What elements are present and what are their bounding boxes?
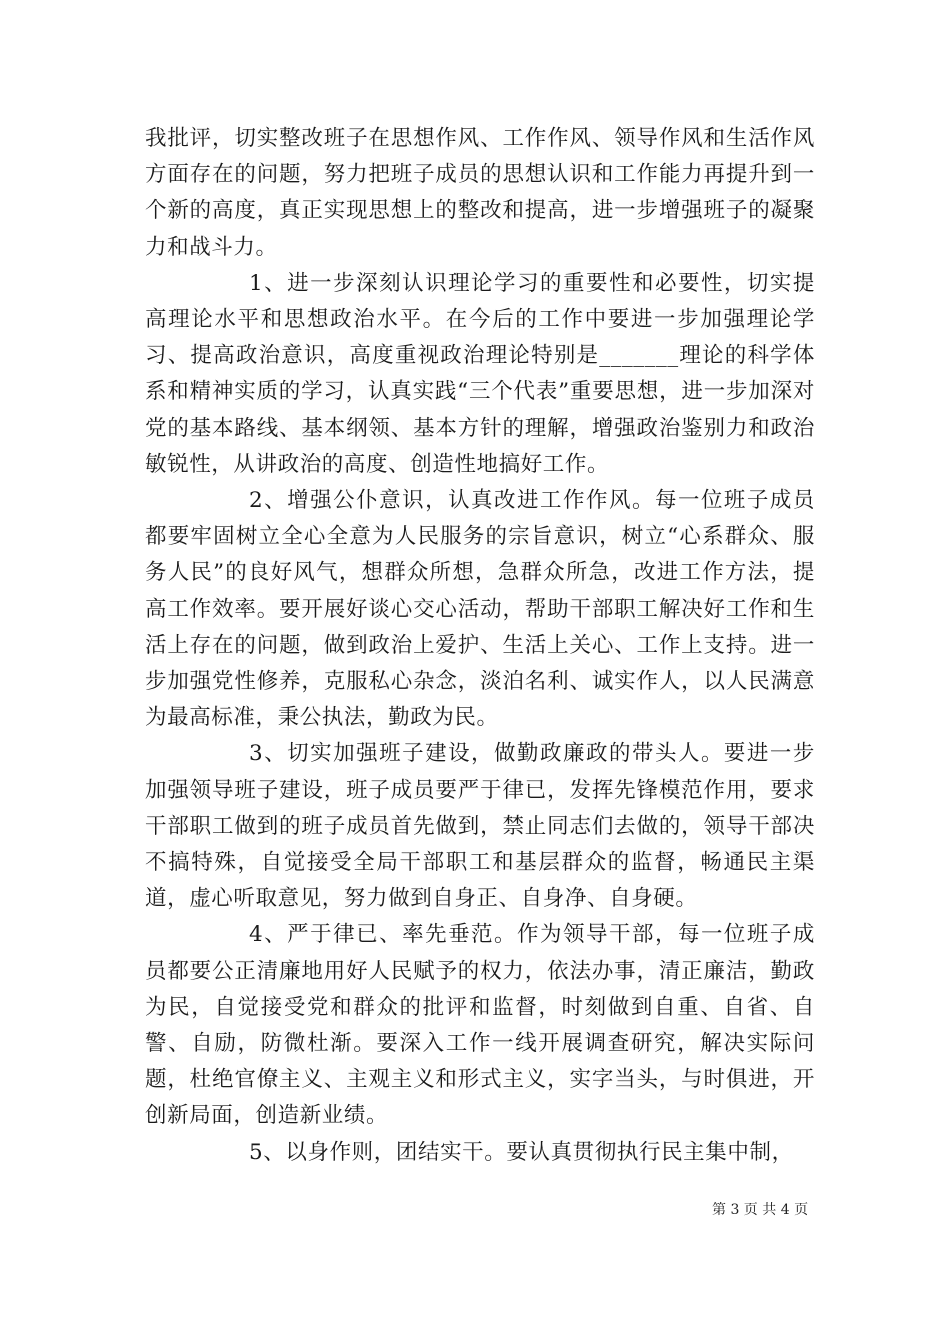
paragraph-item-1: 1、进一步深刻认识理论学习的重要性和必要性，切实提高理论水平和思想政治水平。在今后的工作中要进一步加强理论学习、提高政治意识，高度重视政治理论特别是_______理论的科学体系和精神实质的学习，认真实践“三个代表”重要思想，进一步加深对党的基本路线、基本纲领、基本方针的理解，增强政治鉴别力和政治敏锐性，从讲政治的高度、创造性地搞好工作。 [145, 270, 815, 477]
paragraph-item-4: 4、严于律已、率先垂范。作为领导干部，每一位班子成员都要公正清廉地用好人民赋予的权力，依法办事，清正廉洁，勤政为民，自觉接受党和群众的批评和监督，时刻做到自重、自省、自警、自励，防微杜渐。要深入工作一线开展调查研究，解决实际问题，杜绝官僚主义、主观主义和形式主义，实字当头，与时俱进，开创新局面，创造新业绩。 [145, 922, 815, 1129]
document-body [145, 121, 815, 1171]
paragraph-item-3: 3、切实加强班子建设，做勤政廉政的带头人。要进一步加强领导班子建设，班子成员要严于律已，发挥先锋模范作用，要求干部职工做到的班子成员首先做到，禁止同志们去做的，领导干部决不搞特殊，自觉接受全局干部职工和基层群众的监督，畅通民主渠道，虚心听取意见，努力做到自身正、自身净、自身硬。 [145, 741, 815, 912]
paragraph-item-2: 2、增强公仆意识，认真改进工作作风。每一位班子成员都要牢固树立全心全意为人民服务的宗旨意识，树立“心系群众、服务人民”的良好风气，想群众所想，急群众所急，改进工作方法，提高工作效率。要开展好谈心交心活动，帮助干部职工解决好工作和生活上存在的问题，做到政治上爱护、生活上关心、工作上支持。进一步加强党性修养，克服私心杂念，淡泊名利、诚实作人，以人民满意为最高标准，秉公执法，勤政为民。 [145, 488, 815, 731]
paragraph-item-5: 5、以身作则，团结实干。要认真贯彻执行民主集中制， [249, 1139, 794, 1165]
page-number-footer: 第 3 页 共 4 页 [712, 1202, 809, 1218]
paragraph-intro-continued: 我批评，切实整改班子在思想作风、工作作风、领导作风和生活作风方面存在的问题，努力把班子成员的思想认识和工作能力再提升到一个新的高度，真正实现思想上的整改和提高，进一步增强班子的凝聚力和战斗力。 [145, 126, 815, 260]
